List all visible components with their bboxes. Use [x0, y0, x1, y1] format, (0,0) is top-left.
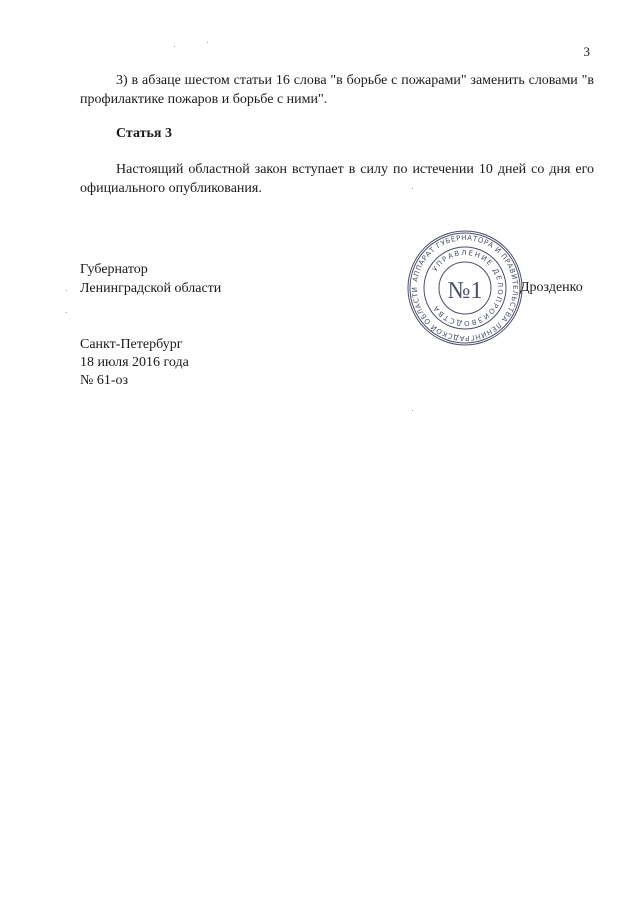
- stamp-inner-text: УПРАВЛЕНИЕ ДЕЛОПРОИЗВОДСТВА: [430, 248, 505, 328]
- scan-speck: [412, 410, 413, 411]
- stamp-outer-text: АППАРАТ ГУБЕРНАТОРА И ПРАВИТЕЛЬСТВА ЛЕНИНГРАДСКОЙ ОБЛАСТИ: [410, 233, 520, 343]
- law-number: № 61-оз: [80, 373, 129, 388]
- signature-title-line2: Ленинградской области: [80, 281, 222, 296]
- scan-speck: [66, 290, 67, 291]
- place-date-block: [80, 336, 189, 390]
- amendment-paragraph: [80, 71, 594, 109]
- article-text: Настоящий областной закон вступает в силу по истечении 10 дней со дня его официального опубликования.: [80, 162, 594, 196]
- signature-title-line1: Губернатор: [80, 262, 148, 277]
- signature-name: Дрозденко: [520, 280, 583, 295]
- article-heading: Статья 3: [116, 126, 172, 141]
- signature-title: [80, 260, 221, 298]
- scan-speck: [174, 46, 175, 47]
- page-number: 3: [583, 44, 590, 59]
- law-date: 18 июля 2016 года: [80, 355, 189, 370]
- stamp-number: №1: [447, 278, 483, 304]
- article-paragraph: [80, 160, 594, 198]
- official-stamp: [405, 228, 525, 348]
- place-city: Санкт-Петербург: [80, 337, 183, 352]
- scan-speck: [207, 42, 208, 43]
- scan-speck: [66, 312, 67, 313]
- scan-speck: [412, 188, 413, 189]
- amendment-text: 3) в абзаце шестом статьи 16 слова "в борьбе с пожарами" заменить словами "в профилактике пожаров и борьбе с ними".: [80, 73, 594, 107]
